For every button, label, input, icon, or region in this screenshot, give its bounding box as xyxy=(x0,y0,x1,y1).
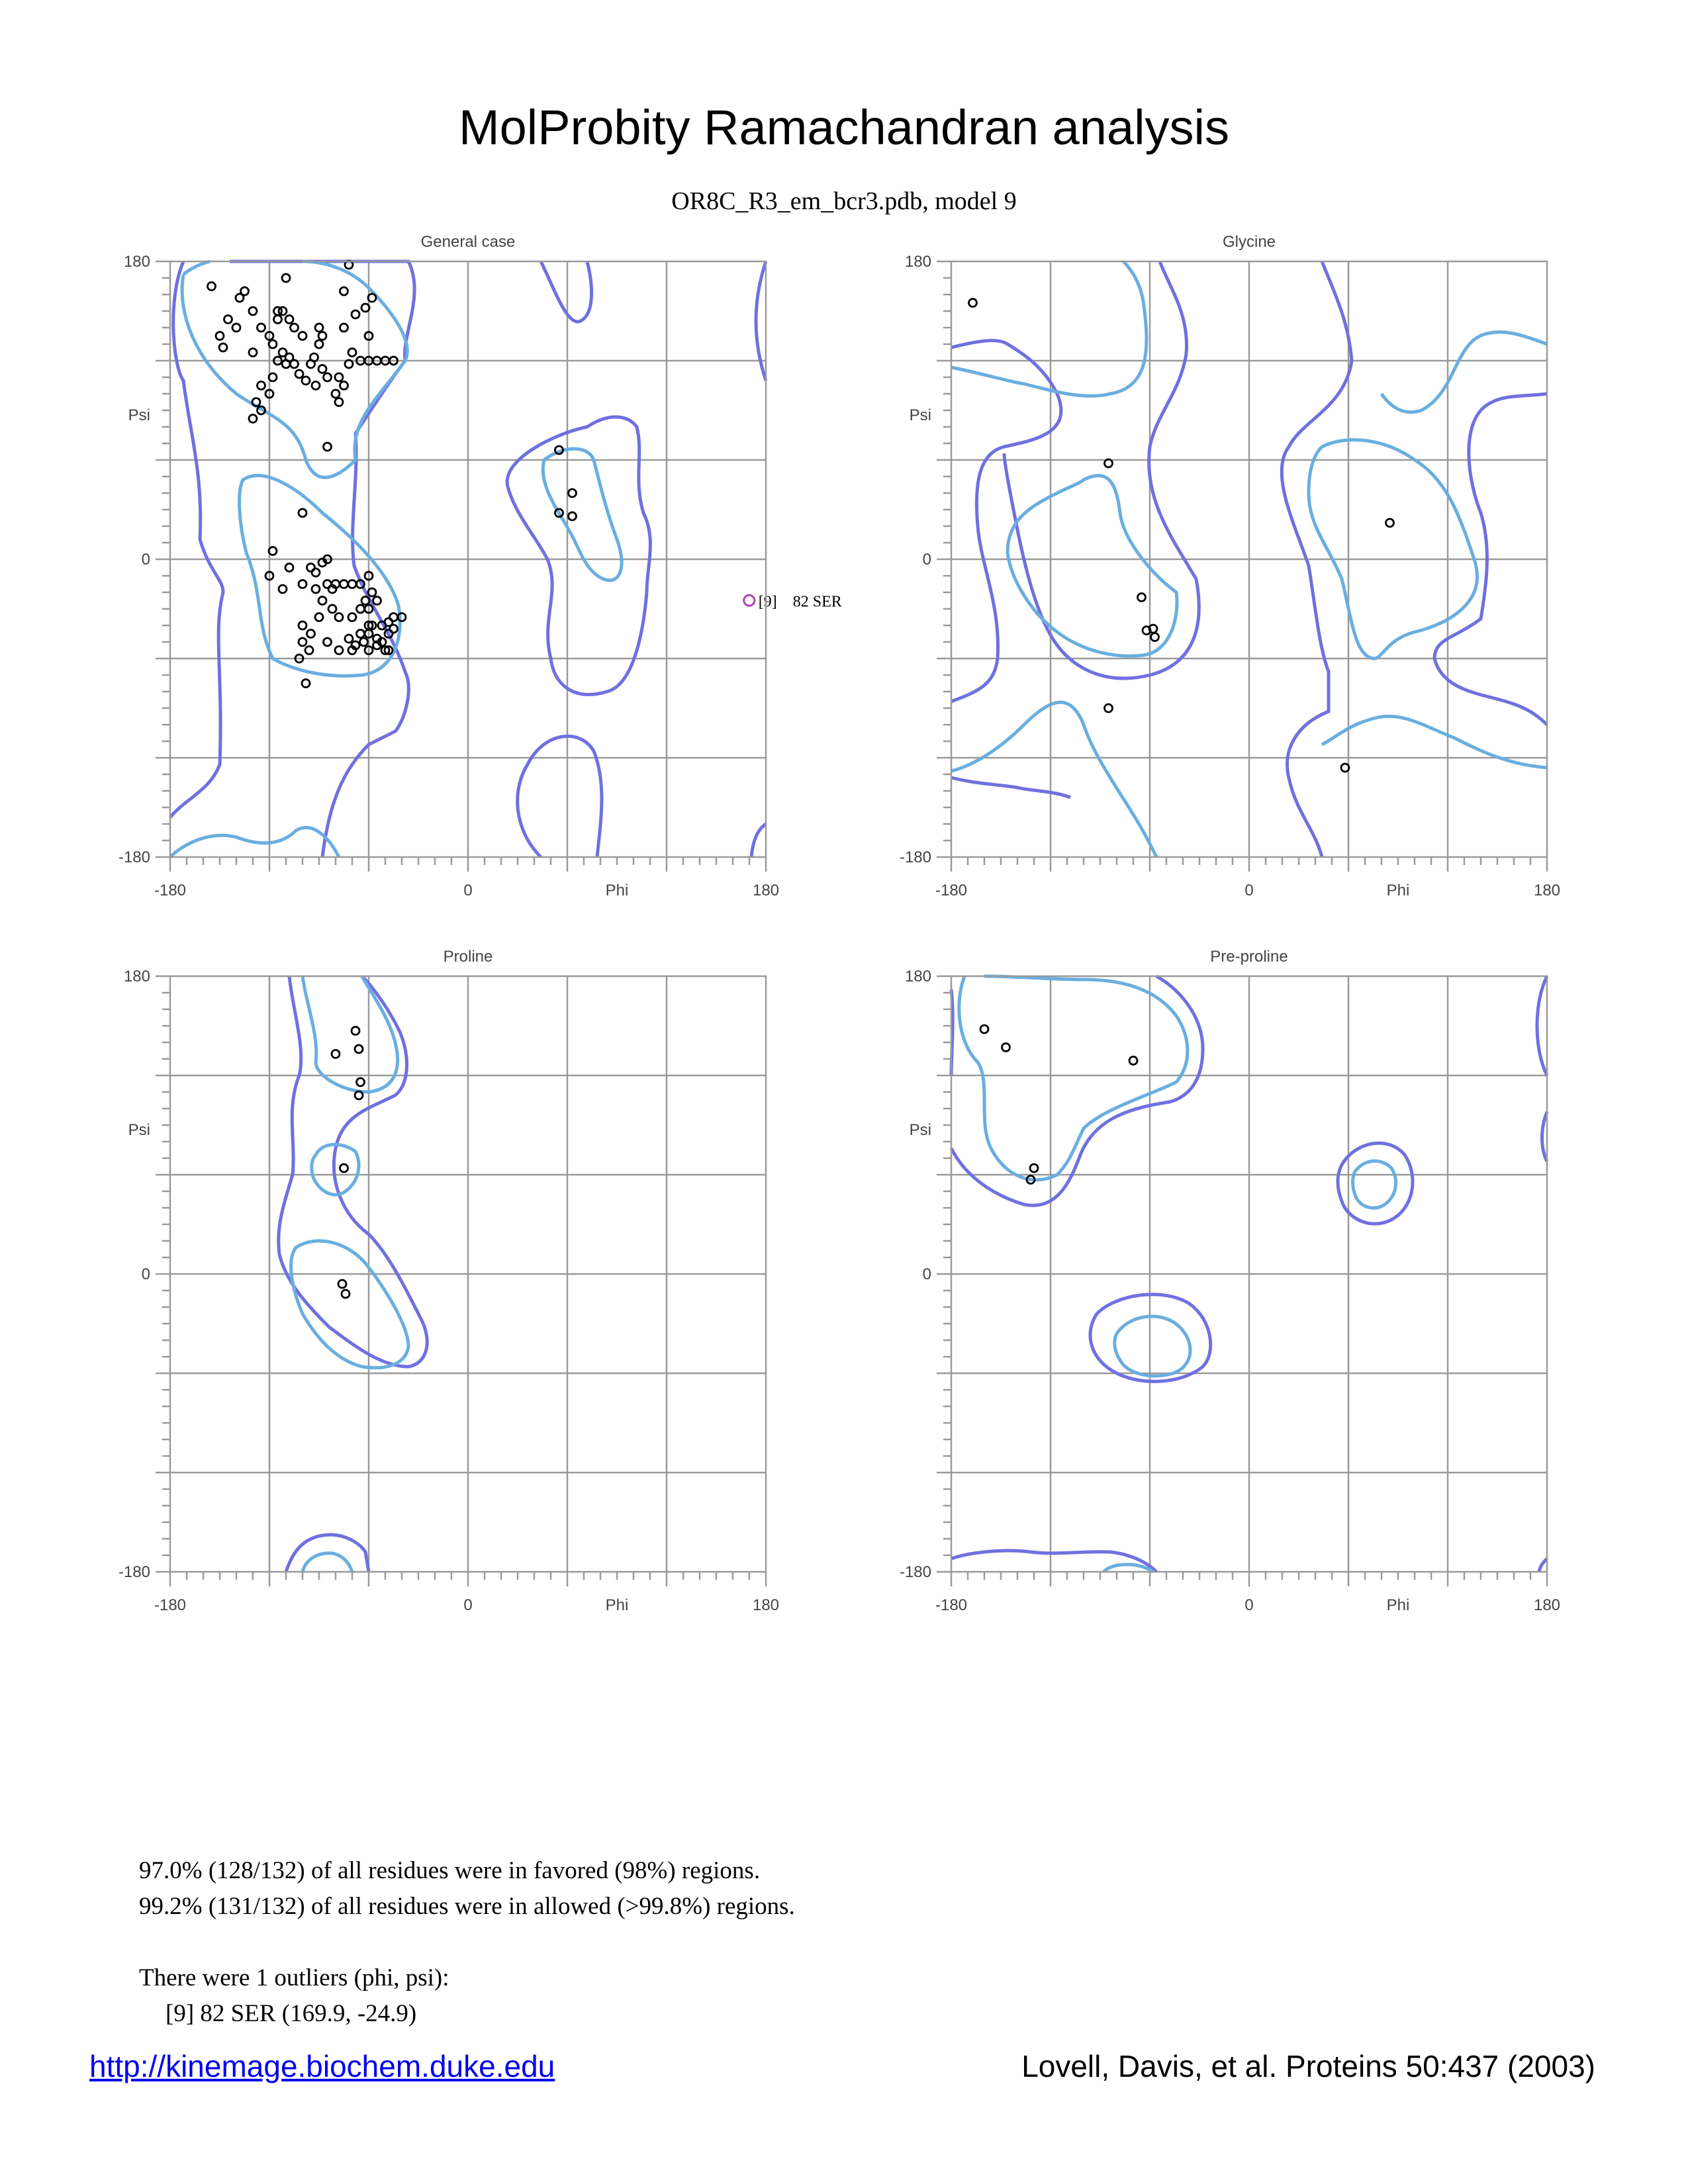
x-tick-label: 0 xyxy=(463,882,473,899)
data-point xyxy=(285,316,293,324)
data-point xyxy=(302,680,310,688)
data-point xyxy=(312,569,320,576)
data-point xyxy=(352,1027,359,1035)
data-point xyxy=(335,647,343,655)
data-point xyxy=(324,443,332,451)
data-point xyxy=(1030,1164,1038,1172)
data-point xyxy=(307,630,315,638)
allowed-summary: 99.2% (131/132) of all residues were in allowed (>99.8%) regions. xyxy=(139,1893,795,1920)
y-tick-label: 180 xyxy=(123,253,150,271)
y-tick-label: 0 xyxy=(141,1265,150,1283)
data-point xyxy=(1129,1057,1137,1065)
data-point xyxy=(282,274,290,282)
favored-contour xyxy=(1309,440,1477,659)
x-tick-label: 0 xyxy=(463,1596,473,1614)
data-point xyxy=(291,324,299,332)
data-point xyxy=(224,316,232,324)
data-point xyxy=(342,1290,350,1298)
favored-contour xyxy=(240,476,400,676)
data-point xyxy=(249,307,257,315)
data-point xyxy=(216,332,224,340)
data-point xyxy=(315,340,323,348)
citation: Lovell, Davis, et al. Proteins 50:437 (2003) xyxy=(1021,2049,1595,2083)
x-axis-label: Phi xyxy=(1386,882,1410,899)
panel-glycine xyxy=(900,233,1560,899)
axes xyxy=(900,948,1560,1614)
data-point xyxy=(340,324,348,332)
allowed-contour xyxy=(951,976,1203,1205)
grid xyxy=(170,261,766,857)
y-tick-label: 0 xyxy=(922,1265,931,1283)
panel-pre-proline xyxy=(900,948,1560,1614)
panel-title: General case xyxy=(420,233,516,251)
data-point xyxy=(338,1280,346,1288)
data-point xyxy=(274,307,282,315)
kinemage-link[interactable]: http://kinemage.biochem.duke.edu xyxy=(89,2049,555,2083)
allowed-contour xyxy=(1537,976,1547,1161)
data-point xyxy=(335,614,343,621)
data-point xyxy=(1002,1044,1010,1052)
y-tick-label: -180 xyxy=(118,1563,150,1581)
data-point xyxy=(318,332,326,340)
data-point xyxy=(324,373,332,381)
data-point xyxy=(315,614,323,621)
data-point xyxy=(340,580,348,588)
allowed-contour xyxy=(951,261,1199,702)
y-axis-label: Psi xyxy=(909,406,931,424)
data-point xyxy=(208,283,216,291)
favored-contour xyxy=(1103,1565,1153,1572)
data-point xyxy=(357,605,365,613)
data-point xyxy=(345,635,353,643)
data-point xyxy=(335,373,343,381)
data-point xyxy=(569,512,577,520)
data-point xyxy=(318,597,326,605)
axes xyxy=(118,948,779,1614)
allowed-contour xyxy=(541,261,592,322)
favored-contour xyxy=(959,976,1188,1180)
data-point xyxy=(258,382,265,390)
x-tick-label: -180 xyxy=(154,882,187,899)
y-tick-label: 0 xyxy=(922,551,931,569)
summary xyxy=(139,1853,795,2032)
data-point xyxy=(348,349,356,357)
data-point xyxy=(1105,704,1113,712)
y-tick-label: 180 xyxy=(123,968,150,985)
y-tick-label: 0 xyxy=(141,551,150,569)
data-point xyxy=(318,365,326,373)
data-point xyxy=(1151,633,1159,641)
points xyxy=(208,261,842,688)
x-axis-label: Phi xyxy=(1386,1596,1410,1614)
data-point xyxy=(328,605,336,613)
data-point xyxy=(279,585,287,593)
x-tick-label: -180 xyxy=(935,882,968,899)
data-point xyxy=(258,324,265,332)
outlier-item: [9] 82 SER (169.9, -24.9) xyxy=(165,2000,417,2027)
data-point xyxy=(295,370,303,378)
favored-contour xyxy=(303,976,398,1195)
data-point xyxy=(569,489,577,497)
data-point xyxy=(249,415,257,423)
data-point xyxy=(299,580,306,588)
favored-summary: 97.0% (128/132) of all residues were in favored (98%) regions. xyxy=(139,1857,761,1884)
panel-title: Glycine xyxy=(1222,233,1276,251)
data-point xyxy=(332,1050,340,1058)
data-point xyxy=(299,332,306,340)
y-axis-label: Psi xyxy=(909,1121,931,1139)
data-point xyxy=(324,638,332,646)
data-point xyxy=(348,580,356,588)
panel-title: Pre-proline xyxy=(1210,948,1288,966)
data-point xyxy=(340,382,348,390)
allowed-contour xyxy=(507,417,650,694)
data-point xyxy=(305,647,313,655)
y-tick-label: 180 xyxy=(904,968,931,985)
favored-contour xyxy=(1352,1161,1395,1208)
x-axis-label: Phi xyxy=(605,882,629,899)
x-axis-label: Phi xyxy=(605,1596,629,1614)
outlier-label: [9] 82 SER xyxy=(758,593,842,611)
data-point xyxy=(969,299,977,307)
data-point xyxy=(299,638,306,646)
data-point xyxy=(1138,594,1146,602)
data-point xyxy=(360,638,368,646)
data-point xyxy=(340,1164,348,1172)
data-point xyxy=(312,382,320,390)
page-subtitle: OR8C_R3_em_bcr3.pdb, model 9 xyxy=(671,187,1017,215)
data-point xyxy=(1386,519,1394,527)
data-point xyxy=(352,310,359,318)
x-tick-label: -180 xyxy=(935,1596,968,1614)
data-point xyxy=(312,585,320,593)
y-tick-label: 180 xyxy=(904,253,931,271)
x-tick-label: 180 xyxy=(1533,1596,1561,1614)
allowed-contour xyxy=(518,736,602,857)
y-tick-label: -180 xyxy=(899,848,931,866)
y-tick-label: -180 xyxy=(118,848,150,866)
data-point xyxy=(232,324,240,332)
data-point xyxy=(357,1078,365,1086)
favored-contour xyxy=(1008,476,1177,657)
grid xyxy=(951,261,1547,857)
data-point xyxy=(299,621,306,629)
data-point xyxy=(357,630,365,638)
grid xyxy=(170,976,766,1572)
points xyxy=(980,1025,1137,1184)
x-tick-label: -180 xyxy=(154,1596,187,1614)
x-tick-label: 180 xyxy=(1533,882,1561,899)
data-point xyxy=(285,564,293,572)
x-tick-label: 0 xyxy=(1244,882,1254,899)
panel-proline xyxy=(118,948,779,1614)
x-tick-label: 180 xyxy=(752,882,780,899)
page-title: MolProbity Ramachandran analysis xyxy=(459,100,1229,155)
data-point xyxy=(980,1025,988,1033)
outlier-point xyxy=(744,595,755,606)
grid xyxy=(951,976,1547,1572)
panel-general-case xyxy=(118,233,842,899)
data-point xyxy=(332,390,340,398)
data-point xyxy=(340,287,348,295)
allowed-contour xyxy=(951,778,1070,797)
x-tick-label: 0 xyxy=(1244,1596,1254,1614)
favored-contour xyxy=(303,1553,352,1572)
data-point xyxy=(274,316,282,324)
y-axis-label: Psi xyxy=(128,1121,150,1139)
favored-contour xyxy=(170,828,339,857)
data-point xyxy=(219,343,227,351)
outliers-heading: There were 1 outliers (phi, psi): xyxy=(139,1964,449,1991)
data-point xyxy=(315,324,323,332)
data-point xyxy=(241,287,249,295)
data-point xyxy=(348,614,356,621)
data-point xyxy=(299,509,306,517)
y-tick-label: -180 xyxy=(899,1563,931,1581)
panel-title: Proline xyxy=(443,948,493,966)
data-point xyxy=(249,349,257,357)
x-tick-label: 180 xyxy=(752,1596,780,1614)
data-point xyxy=(335,398,343,406)
data-point xyxy=(390,614,398,621)
favored-contour xyxy=(1115,1316,1190,1376)
data-point xyxy=(355,1045,363,1053)
axes xyxy=(900,233,1560,899)
y-axis-label: Psi xyxy=(128,406,150,424)
data-point xyxy=(373,597,381,605)
data-point xyxy=(302,377,310,385)
